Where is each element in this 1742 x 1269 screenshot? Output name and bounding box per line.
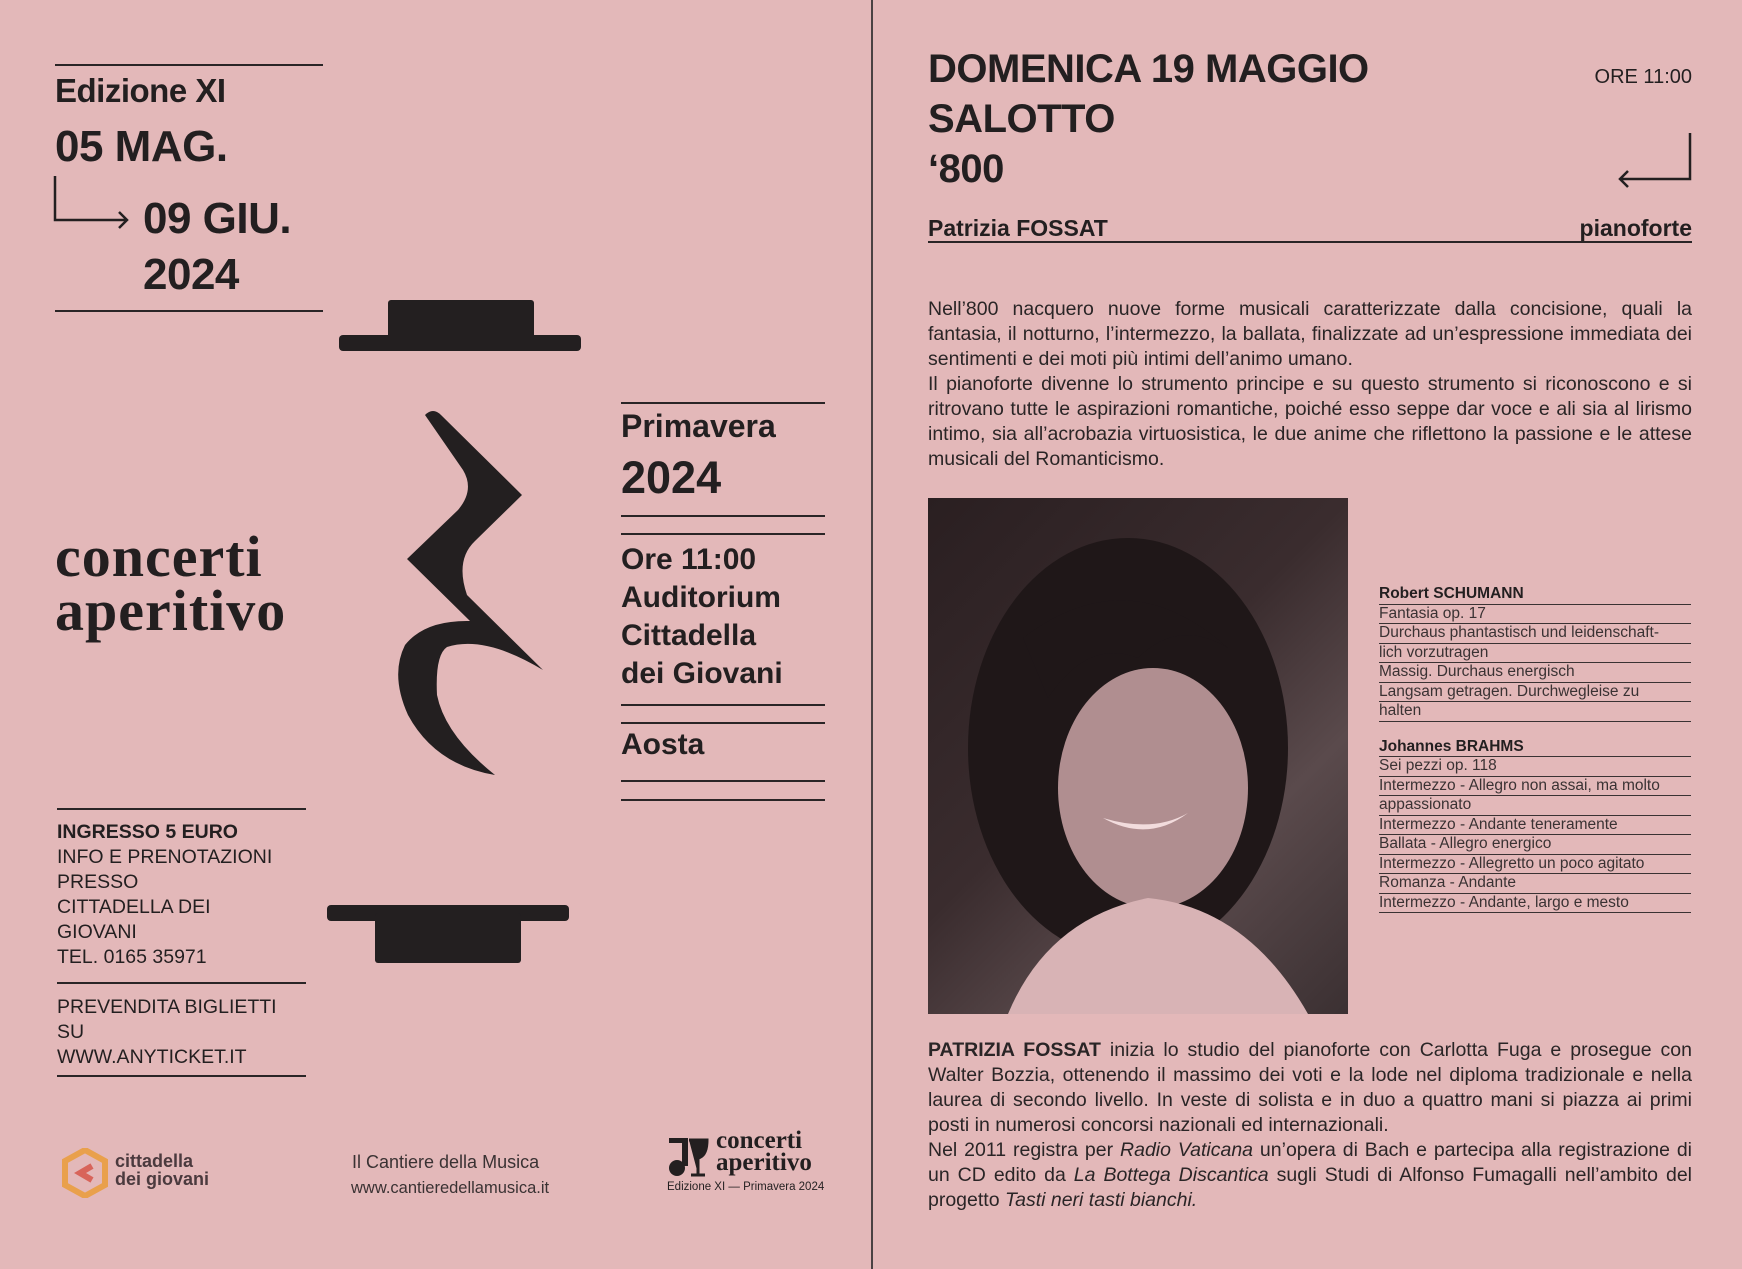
composer-name: Johannes BRAHMS — [1379, 738, 1691, 758]
instrument-label: pianoforte — [1579, 215, 1692, 241]
phone-line: TEL. 0165 35971 — [57, 946, 207, 968]
rule — [621, 722, 825, 724]
time-line: Ore 11:00 — [621, 543, 757, 576]
presale-info — [57, 995, 277, 1070]
cantiere-logo-text: Il Cantiere della Musica — [352, 1152, 540, 1172]
intro-paragraph: Il pianoforte divenne lo strumento principe e su questo strumento si riconoscono e si ritrovano tutte le aspirazioni romantiche, poiché esso seppe dar voce e ali sia al lirismo intimo, sia all’acrobazia virtuosistica, le due anime che riflettono la passione e le attese musicali del Romanticismo. — [928, 373, 1692, 470]
program-item: Massig. Durchaus energisch — [1379, 663, 1691, 683]
brand-line1: concerti — [55, 524, 263, 589]
rule — [55, 310, 323, 312]
logo-line: dei giovani — [115, 1169, 210, 1189]
logo-line: concerti — [716, 1127, 803, 1154]
program-item: lich vorzutragen — [1379, 644, 1691, 664]
program-item: Durchaus phantastisch und leidenschaft- — [1379, 624, 1691, 644]
program-item: Langsam getragen. Durchwegleise zu — [1379, 683, 1691, 703]
logo-subtitle: Edizione XI — Primavera 2024 — [667, 1181, 825, 1193]
intro-paragraph: Nell’800 nacquero nuove forme musicali caratterizzate dalla concisione, quali la fantasia, il notturno, l’intermezzo, la ballata, finalizzate ad un’espressione immediata dei sentimenti e dei moti più intimi dell’animo umano. — [928, 298, 1692, 370]
date-year: 2024 — [143, 250, 239, 299]
bio-text: sugli Studi di Alfonso Fumagalli nell’ambito del progetto — [928, 1164, 1692, 1211]
note-glass-icon — [667, 1138, 709, 1178]
bio-italic: La Bottega Discantica — [1073, 1164, 1269, 1186]
rule — [57, 808, 306, 810]
price-label: INGRESSO 5 EURO — [57, 821, 238, 843]
arrow-right-icon — [53, 176, 133, 232]
bio-text: inizia lo studio del pianoforte con Carlotta Fuga e prosegue con Walter Bozzia, ottenendo il massimo dei voti e la lode nel diploma tradizionale e nella laurea di secondo livello. In veste di solista e in duo a quattro mani si piazza ai primi posti in numerosi concorsi nazionali ed internazionali. — [928, 1039, 1693, 1136]
program-item: Sei pezzi op. 118 — [1379, 757, 1691, 777]
portrait-image — [928, 498, 1348, 1014]
bio-paragraph — [928, 1138, 1692, 1213]
date-start: 05 MAG. — [55, 122, 228, 171]
event-time: ORE 11:00 — [1594, 66, 1692, 88]
venue-info — [621, 541, 783, 693]
event-name: ‘800 — [928, 147, 1004, 191]
program-item: halten — [1379, 702, 1691, 722]
event-title — [928, 44, 1369, 194]
season-label: Primavera — [621, 408, 776, 444]
edition-label: Edizione XI — [55, 72, 226, 109]
venue-line: Auditorium — [621, 581, 781, 614]
season-year: 2024 — [621, 452, 722, 503]
rule — [621, 402, 825, 404]
rule — [55, 64, 323, 66]
ticket-info — [57, 820, 272, 970]
concert-program — [1379, 585, 1691, 913]
info-line: GIOVANI — [57, 921, 137, 943]
spacer — [1379, 722, 1691, 738]
performer-bio — [928, 1038, 1692, 1213]
logo-line: cittadella — [115, 1151, 194, 1171]
program-item: appassionato — [1379, 796, 1691, 816]
info-line: CITTADELLA DEI — [57, 896, 211, 918]
rule — [57, 1075, 306, 1077]
presale-line: SU — [57, 1021, 85, 1043]
bio-text: Nel 2011 registra per — [928, 1139, 1121, 1161]
bio-paragraph — [928, 1038, 1692, 1138]
program-item: Intermezzo - Allegretto un poco agitato — [1379, 855, 1691, 875]
info-line: PRESSO — [57, 871, 139, 893]
rule — [621, 799, 825, 801]
page-fold-divider — [871, 0, 873, 1269]
bio-italic: Radio Vaticana — [1120, 1139, 1254, 1161]
rule — [621, 780, 825, 782]
arrow-return-left-icon — [1616, 133, 1692, 189]
rule — [621, 704, 825, 706]
brand-line2: aperitivo — [55, 578, 287, 643]
program-item: Fantasia op. 17 — [1379, 605, 1691, 625]
bio-text: un’opera di Bach e partecipa alla registrazione di un CD edito da — [928, 1139, 1692, 1186]
rule — [621, 515, 825, 517]
city-label: Aosta — [621, 728, 705, 761]
rule — [621, 533, 825, 535]
concerti-aperitivo-logo-text — [716, 1127, 812, 1176]
rule — [57, 982, 306, 984]
venue-line: dei Giovani — [621, 657, 783, 690]
program-item: Intermezzo - Andante teneramente — [1379, 816, 1691, 836]
bio-name: PATRIZIA FOSSAT — [928, 1039, 1101, 1061]
quarter-rest-icon — [325, 295, 595, 975]
performer-name: Patrizia FOSSAT — [928, 215, 1108, 241]
ticket-link[interactable]: WWW.ANYTICKET.IT — [57, 1046, 247, 1068]
performer-photo — [928, 498, 1348, 1014]
cittadella-logo-text — [115, 1152, 209, 1188]
program-item: Intermezzo - Andante, largo e mesto — [1379, 894, 1691, 914]
date-end: 09 GIU. — [143, 194, 292, 243]
event-date: DOMENICA 19 MAGGIO — [928, 47, 1369, 91]
program-item: Ballata - Allegro energico — [1379, 835, 1691, 855]
brand-wordmark — [55, 524, 287, 643]
program-item: Romanza - Andante — [1379, 874, 1691, 894]
logo-line: aperitivo — [716, 1149, 812, 1176]
info-line: INFO E PRENOTAZIONI — [57, 846, 273, 868]
cittadella-logo-icon — [62, 1148, 108, 1198]
presale-line: PREVENDITA BIGLIETTI — [57, 996, 277, 1018]
cantiere-url[interactable]: www.cantieredellamusica.it — [351, 1179, 550, 1197]
bio-italic: Tasti neri tasti bianchi. — [1004, 1189, 1198, 1211]
intro-text — [928, 297, 1692, 472]
composer-name: Robert SCHUMANN — [1379, 585, 1691, 605]
venue-line: Cittadella — [621, 619, 757, 652]
program-item: Intermezzo - Allegro non assai, ma molto — [1379, 777, 1691, 797]
rule — [928, 241, 1692, 243]
event-name: SALOTTO — [928, 97, 1115, 141]
